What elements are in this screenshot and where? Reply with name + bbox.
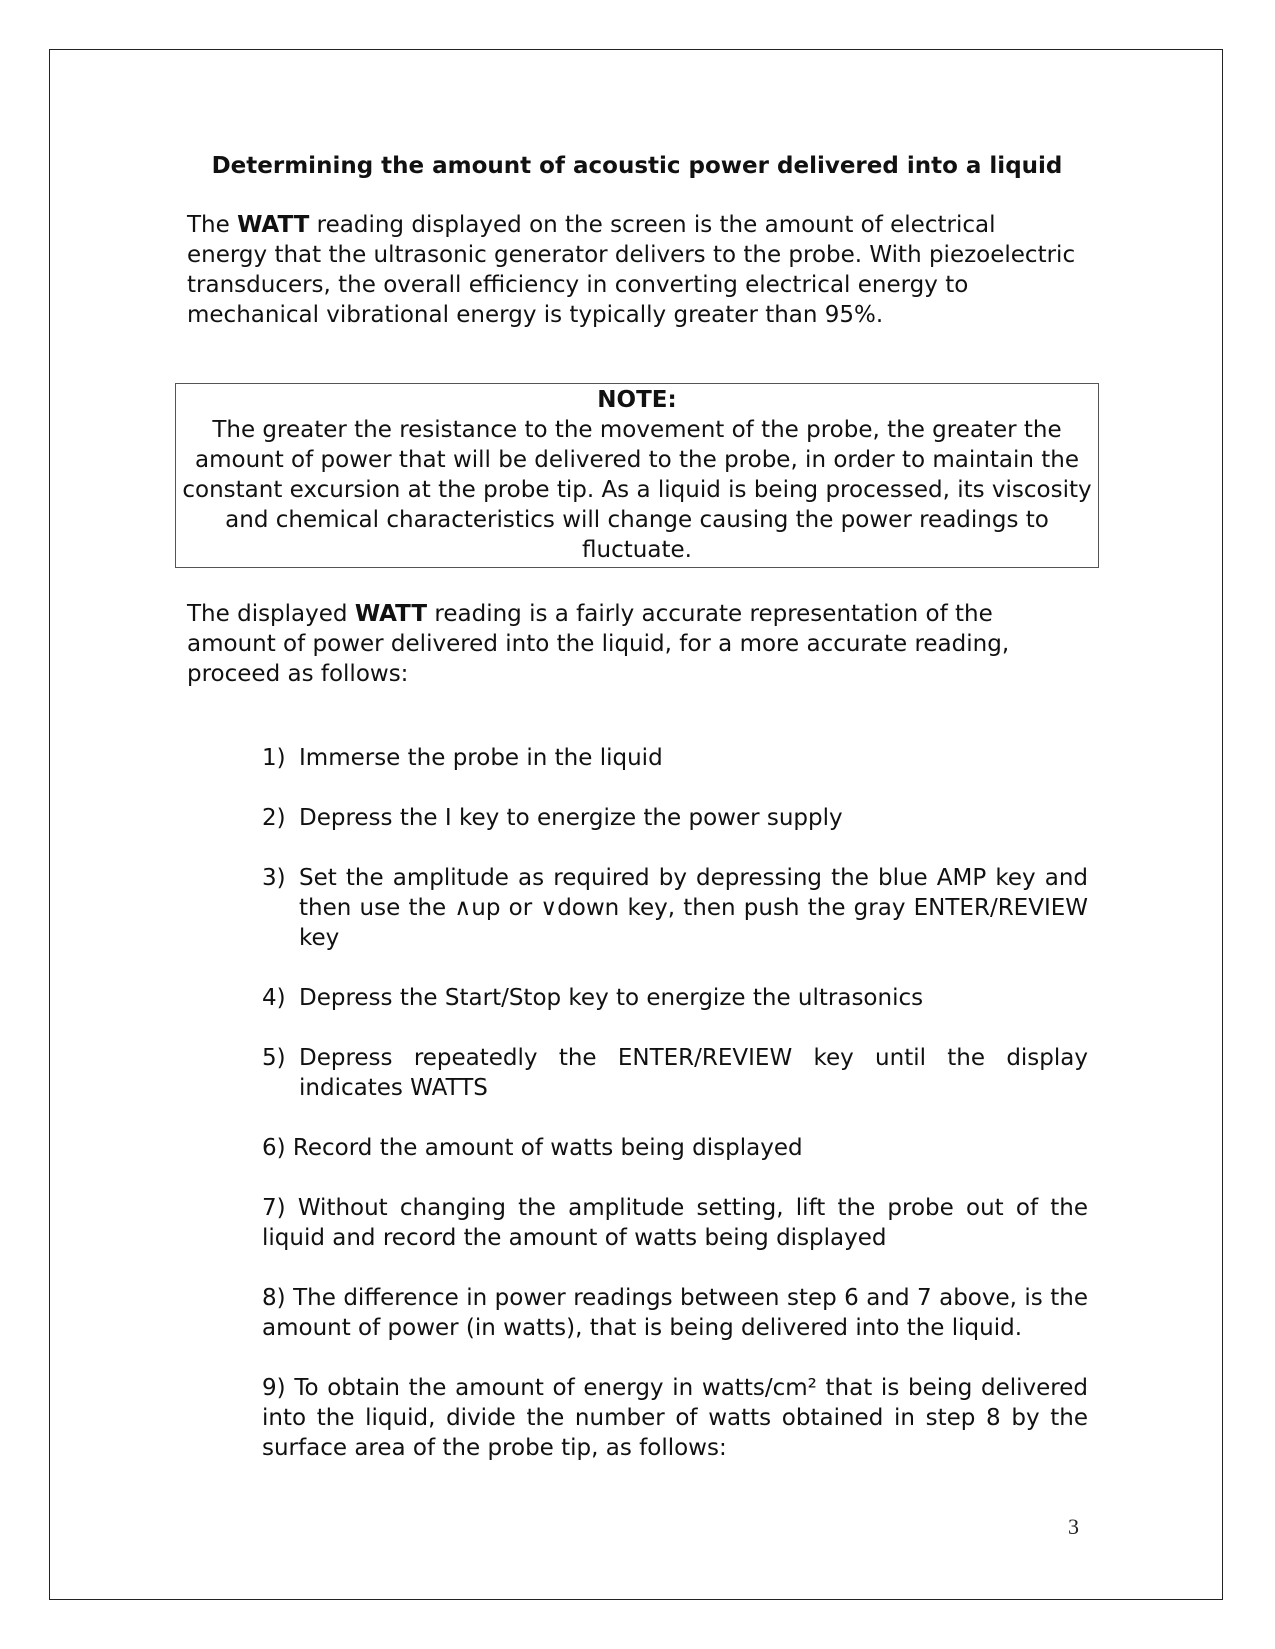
step-line xyxy=(262,1283,1088,1343)
intro-bold: WATT xyxy=(237,212,310,238)
steps-list xyxy=(262,743,1088,1463)
step-text: Depress the I key to energize the power supply xyxy=(299,805,843,831)
list-item xyxy=(262,1193,1088,1253)
list-item xyxy=(262,1283,1088,1343)
step-text: Record the amount of watts being displayed xyxy=(292,1135,803,1161)
step-text: Depress the Start/Stop key to energize the ultrasonics xyxy=(299,985,924,1011)
step-text: Set the amplitude as required by depressing the blue AMP key and then use the ∧up or ∨down key, then push the gray ENTER/REVIEW key xyxy=(299,865,1088,951)
displayed-bold: WATT xyxy=(354,601,428,627)
step-number: 7) xyxy=(262,1195,286,1221)
step-text: To obtain the amount of energy in watts/cm² that is being delivered into the liquid, divide the number of watts obtained in step 8 by the surface area of the probe tip, as follows: xyxy=(262,1375,1088,1461)
step-number: 4) xyxy=(262,985,286,1011)
step-number: 3) xyxy=(262,865,286,891)
list-item xyxy=(262,1133,1088,1163)
note-text: The greater the resistance to the movement of the probe, the greater the amount of power that will be delivered to the probe, in order to maintain the constant excursion at the probe tip. As a liquid is being processed, its viscosity and chemical characteristics will change causing the power readings to fluctuate. xyxy=(182,417,1092,563)
list-item xyxy=(262,1373,1088,1463)
step-text: Without changing the amplitude setting, lift the probe out of the liquid and record the amount of watts being displayed xyxy=(262,1195,1088,1251)
step-line xyxy=(262,1373,1088,1463)
list-item xyxy=(262,863,1088,953)
step-text: The difference in power readings between step 6 and 7 above, is the amount of power (in watts), that is being delivered into the liquid. xyxy=(262,1285,1088,1341)
list-item xyxy=(262,743,1088,773)
intro-paragraph xyxy=(187,210,1077,330)
list-item xyxy=(262,983,1088,1013)
step-text: Immerse the probe in the liquid xyxy=(299,745,663,771)
list-item xyxy=(262,1043,1088,1103)
document-title: Determining the amount of acoustic power delivered into a liquid xyxy=(211,153,1063,179)
step-text: Depress repeatedly the ENTER/REVIEW key until the display indicates WATTS xyxy=(299,1045,1088,1101)
displayed-pre: The displayed xyxy=(187,601,355,627)
document-body xyxy=(182,148,1092,1493)
step-number: 5) xyxy=(262,1045,286,1071)
step-line xyxy=(262,1133,1088,1163)
step-number: 1) xyxy=(262,745,286,771)
intro-post: reading displayed on the screen is the amount of electrical energy that the ultrasonic generator delivers to the probe. With piezoelectric transducers, the overall efficiency in converting electrical energy to mechanical vibrational energy is typically greater than 95%. xyxy=(187,212,1076,328)
step-number: 8) xyxy=(262,1285,286,1311)
displayed-post: reading is a fairly accurate representation of the amount of power delivered into the liquid, for a more accurate reading, proceed as follows: xyxy=(187,601,1010,687)
list-item xyxy=(262,803,1088,833)
page-number: 3 xyxy=(1068,1514,1079,1539)
displayed-paragraph xyxy=(187,599,1087,689)
step-number: 2) xyxy=(262,805,286,831)
note-title: NOTE: xyxy=(597,387,677,413)
note-box xyxy=(175,383,1099,568)
step-number: 6) xyxy=(262,1135,286,1161)
intro-pre: The xyxy=(187,212,238,238)
step-line xyxy=(262,1193,1088,1253)
step-number: 9) xyxy=(262,1375,286,1401)
